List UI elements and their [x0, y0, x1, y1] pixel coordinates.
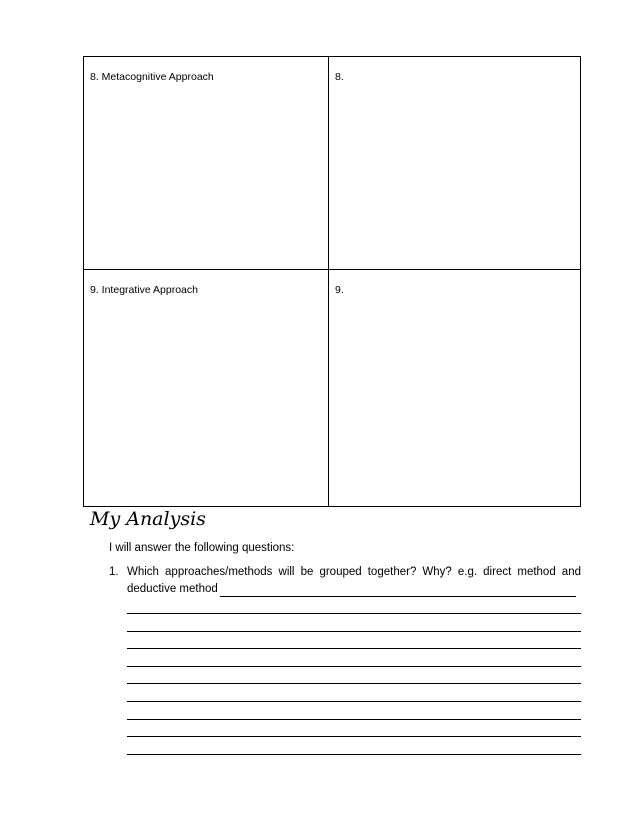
- answer-line[interactable]: [127, 666, 581, 667]
- question-text-line-1: Which approaches/methods will be grouped together? Why? e.g. direct method and: [127, 566, 581, 578]
- answer-line[interactable]: [127, 631, 581, 632]
- approach-label-8: 8. Metacognitive Approach: [90, 71, 214, 83]
- table-cell-approach-9: [84, 270, 328, 506]
- approaches-table: [83, 56, 581, 507]
- answer-line[interactable]: [127, 683, 581, 684]
- answer-line[interactable]: [127, 648, 581, 649]
- answer-line[interactable]: [127, 754, 581, 755]
- question-text-line-2: deductive method: [127, 583, 218, 595]
- table-cell-answer-8[interactable]: [329, 57, 581, 269]
- answer-line[interactable]: [127, 736, 581, 737]
- question-number: 1.: [109, 566, 119, 578]
- table-cell-approach-8: [84, 57, 328, 269]
- answer-line[interactable]: [127, 613, 581, 614]
- table-cell-answer-9[interactable]: [329, 270, 581, 506]
- section-title: My Analysis: [90, 508, 206, 530]
- intro-text: I will answer the following questions:: [109, 542, 295, 554]
- answer-line[interactable]: [127, 701, 581, 702]
- answer-number-9: 9.: [335, 284, 344, 296]
- answer-line[interactable]: [127, 719, 581, 720]
- answer-number-8: 8.: [335, 71, 344, 83]
- approach-label-9: 9. Integrative Approach: [90, 284, 198, 296]
- answer-line[interactable]: [220, 596, 576, 597]
